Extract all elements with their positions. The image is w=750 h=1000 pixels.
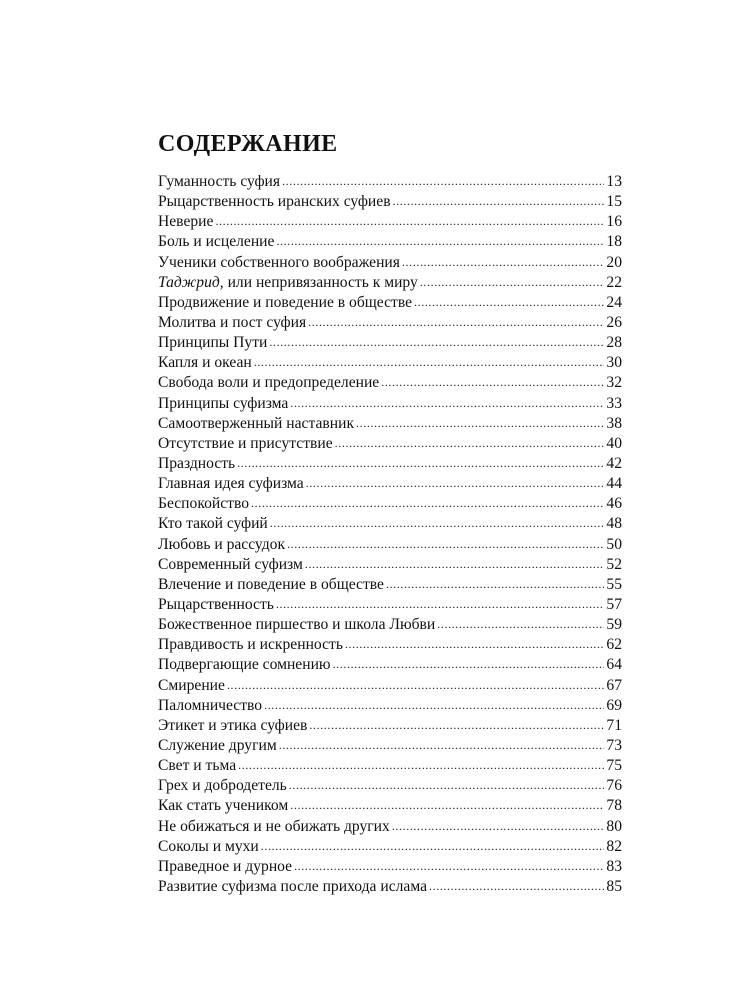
toc-entry-title-text: Продвижение и поведение в обществе — [158, 293, 413, 311]
dot-leader — [215, 211, 604, 231]
toc-entry-title — [158, 535, 285, 555]
toc-entry — [158, 817, 622, 837]
toc-entry-title — [158, 676, 225, 696]
toc-entry-page-number: 80 — [606, 817, 622, 835]
toc-entry — [158, 394, 622, 414]
toc-entry — [158, 514, 622, 534]
toc-entry-title-text: Паломничество — [158, 696, 263, 714]
dot-leader — [306, 473, 605, 493]
dot-leader — [276, 594, 605, 614]
dot-leader — [264, 695, 604, 715]
toc-entry-title-text: Принципы Пути — [158, 334, 268, 352]
toc-entry-title — [158, 595, 274, 615]
toc-entry-page-number: 38 — [606, 414, 622, 432]
toc-entry-page-number: 18 — [606, 233, 622, 251]
contents-page — [158, 128, 622, 897]
toc-entry-title-text: Божественное пиршество и школа Любви — [158, 616, 436, 634]
toc-entry-title — [158, 494, 249, 514]
toc-entry — [158, 756, 622, 776]
dot-leader — [289, 775, 605, 795]
toc-entry-page-number: 64 — [606, 656, 622, 674]
toc-entry-page-number: 69 — [606, 696, 622, 714]
toc-entry — [158, 837, 622, 857]
toc-entry — [158, 575, 622, 595]
dot-leader — [254, 352, 605, 372]
toc-entry-title-text: Свобода воли и предопределение — [158, 374, 380, 392]
toc-entry — [158, 232, 622, 252]
toc-entry-page-number: 75 — [606, 757, 622, 775]
toc-entry-title-text: Главная идея суфизма — [158, 475, 304, 493]
toc-entry — [158, 434, 622, 454]
toc-entry-title — [158, 253, 400, 273]
toc-entry-page-number: 40 — [606, 434, 622, 452]
dot-leader — [437, 614, 604, 634]
dot-leader — [386, 574, 604, 594]
toc-entry-title — [158, 333, 267, 353]
toc-entry-title-text: Молитва и пост суфия — [158, 313, 307, 331]
toc-entry-title-text: Свет и тьма — [158, 757, 237, 775]
dot-leader — [305, 554, 605, 574]
toc-entry — [158, 635, 622, 655]
toc-entry — [158, 676, 622, 696]
toc-entry-page-number: 78 — [606, 797, 622, 815]
toc-entry-page-number: 85 — [606, 877, 622, 895]
toc-entry-title — [158, 776, 287, 796]
dot-leader — [282, 171, 604, 191]
dot-leader — [294, 856, 604, 876]
toc-entry — [158, 716, 622, 736]
toc-entry-title-text: Самоотверженный наставник — [158, 414, 355, 432]
toc-entry-title — [158, 192, 391, 212]
toc-entry-title — [158, 293, 412, 313]
dot-leader — [429, 876, 604, 896]
toc-entry-title — [158, 434, 333, 454]
dot-leader — [269, 332, 604, 352]
toc-entry — [158, 313, 622, 333]
dot-leader — [287, 534, 604, 554]
toc-entry-title-text: Беспокойство — [158, 495, 250, 513]
toc-entry-title — [158, 635, 343, 655]
toc-entry-title-text: , или непривязанность к миру — [219, 273, 418, 291]
dot-leader — [251, 493, 604, 513]
table-of-contents — [158, 172, 622, 897]
toc-entry-title — [158, 615, 435, 635]
toc-entry-title — [158, 373, 379, 393]
toc-entry-title — [158, 394, 288, 414]
toc-entry-title — [158, 655, 331, 675]
dot-leader — [279, 735, 605, 755]
toc-entry-title — [158, 172, 280, 192]
dot-leader — [227, 675, 604, 695]
toc-entry-title-text: Неверие — [158, 213, 214, 231]
dot-leader — [270, 513, 605, 533]
toc-entry-page-number: 59 — [606, 616, 622, 634]
toc-entry — [158, 333, 622, 353]
toc-entry-title-text: Развитие суфизма после прихода ислама — [158, 877, 428, 895]
toc-entry-page-number: 13 — [606, 173, 622, 190]
toc-entry — [158, 273, 622, 293]
toc-entry-page-number: 73 — [606, 736, 622, 754]
dot-leader — [392, 816, 605, 836]
dot-leader — [237, 453, 604, 473]
toc-entry — [158, 474, 622, 494]
toc-entry-page-number: 62 — [606, 636, 622, 654]
toc-entry — [158, 535, 622, 555]
dot-leader — [238, 755, 604, 775]
toc-entry-title — [158, 716, 307, 736]
page-title: СОДЕРЖАНИЕ — [158, 131, 338, 157]
toc-entry-title-text: Отсутствие и присутствие — [158, 434, 333, 452]
dot-leader — [393, 191, 605, 211]
toc-entry — [158, 414, 622, 434]
toc-entry-page-number: 52 — [606, 555, 622, 573]
dot-leader — [335, 433, 605, 453]
toc-entry-title — [158, 232, 274, 252]
toc-entry-page-number: 26 — [606, 313, 622, 331]
toc-entry-title-italic: Таджрид — [158, 273, 220, 291]
dot-leader — [290, 795, 604, 815]
toc-entry-page-number: 82 — [606, 837, 622, 855]
toc-entry-title — [158, 877, 427, 897]
toc-entry — [158, 494, 622, 514]
toc-entry-title — [158, 575, 384, 595]
toc-entry — [158, 796, 622, 816]
toc-entry — [158, 555, 622, 575]
toc-entry-title-text: Кто такой суфий — [158, 515, 268, 533]
dot-leader — [402, 252, 604, 272]
toc-entry-page-number: 22 — [606, 273, 622, 291]
dot-leader — [290, 393, 604, 413]
dot-leader — [420, 272, 605, 292]
toc-entry-title-text: Капля и океан — [158, 354, 252, 372]
toc-entry — [158, 857, 622, 877]
toc-entry-title-text: Ученики собственного воображения — [158, 253, 400, 271]
toc-entry-page-number: 71 — [606, 716, 622, 734]
toc-entry — [158, 776, 622, 796]
dot-leader — [261, 836, 605, 856]
dot-leader — [345, 634, 604, 654]
toc-entry-title — [158, 212, 213, 232]
toc-entry-title-text: Праздность — [158, 454, 236, 472]
dot-leader — [333, 654, 605, 674]
toc-entry — [158, 192, 622, 212]
toc-entry-title — [158, 736, 277, 756]
toc-entry-page-number: 30 — [606, 354, 622, 372]
toc-entry-page-number: 48 — [606, 515, 622, 533]
toc-entry-title-text: Как стать учеником — [158, 797, 289, 815]
toc-entry-title — [158, 696, 262, 716]
toc-entry-title — [158, 353, 252, 373]
dot-leader — [309, 715, 604, 735]
toc-entry-page-number: 20 — [606, 253, 622, 271]
toc-entry-title-text: Соколы и мухи — [158, 837, 259, 855]
toc-entry-page-number: 15 — [606, 193, 622, 211]
toc-entry-title — [158, 273, 418, 293]
toc-entry-title — [158, 837, 259, 857]
toc-entry — [158, 293, 622, 313]
dot-leader — [356, 413, 604, 433]
toc-entry-title-text: Рыцарственность — [158, 595, 274, 613]
toc-entry — [158, 655, 622, 675]
toc-entry — [158, 595, 622, 615]
toc-entry-page-number: 16 — [606, 213, 622, 231]
toc-entry-title — [158, 454, 235, 474]
toc-entry — [158, 696, 622, 716]
toc-entry — [158, 615, 622, 635]
toc-entry-title-text: Смирение — [158, 676, 225, 694]
dot-leader — [414, 292, 604, 312]
toc-entry-page-number: 32 — [606, 374, 622, 392]
toc-entry-page-number: 67 — [606, 676, 622, 694]
toc-entry-title — [158, 514, 268, 534]
toc-entry-title-text: Принципы суфизма — [158, 394, 289, 412]
dot-leader — [308, 312, 604, 332]
toc-entry-title — [158, 313, 306, 333]
toc-entry — [158, 353, 622, 373]
toc-entry-page-number: 83 — [606, 857, 622, 875]
toc-entry-title-text: Подвергающие сомнению — [158, 656, 331, 674]
toc-entry-page-number: 50 — [606, 535, 622, 553]
toc-entry-page-number: 46 — [606, 495, 622, 513]
toc-entry-title — [158, 555, 303, 575]
toc-entry-title-text: Грех и добродетель — [158, 777, 287, 795]
toc-entry-title-text: Влечение и поведение в обществе — [158, 575, 384, 593]
dot-leader — [276, 231, 604, 251]
toc-entry — [158, 736, 622, 756]
toc-entry-title-text: Правдивость и искренность — [158, 636, 343, 654]
toc-entry-title — [158, 756, 236, 776]
toc-entry — [158, 253, 622, 273]
toc-entry-title-text: Любовь и рассудок — [158, 535, 286, 553]
toc-entry-title — [158, 817, 390, 837]
toc-entry-page-number: 33 — [606, 394, 622, 412]
toc-entry-title — [158, 796, 288, 816]
toc-entry-title — [158, 414, 354, 434]
toc-entry-title-text: Боль и исцеление — [158, 233, 275, 251]
toc-entry-page-number: 55 — [606, 575, 622, 593]
toc-entry-page-number: 42 — [606, 454, 622, 472]
toc-entry-title-text: Современный суфизм — [158, 555, 303, 573]
toc-entry-page-number: 44 — [606, 475, 622, 493]
toc-entry-title-text: Праведное и дурное — [158, 857, 293, 875]
toc-entry — [158, 212, 622, 232]
toc-entry-page-number: 24 — [606, 293, 622, 311]
toc-entry-page-number: 76 — [606, 777, 622, 795]
toc-entry-title — [158, 474, 304, 494]
toc-entry — [158, 877, 622, 897]
toc-entry — [158, 373, 622, 393]
toc-entry-page-number: 28 — [606, 334, 622, 352]
toc-entry-title-text: Не обижаться и не обижать других — [158, 817, 390, 835]
toc-entry — [158, 454, 622, 474]
toc-entry — [158, 172, 622, 192]
toc-entry-page-number: 57 — [606, 595, 622, 613]
dot-leader — [381, 372, 604, 392]
toc-entry-title-text: Этикет и этика суфиев — [158, 716, 308, 734]
toc-entry-title-text: Рыцарственность иранских суфиев — [158, 193, 391, 211]
toc-entry-title-text: Гуманность суфия — [158, 173, 281, 190]
toc-entry-title-text: Служение другим — [158, 736, 277, 754]
toc-entry-title — [158, 857, 292, 877]
